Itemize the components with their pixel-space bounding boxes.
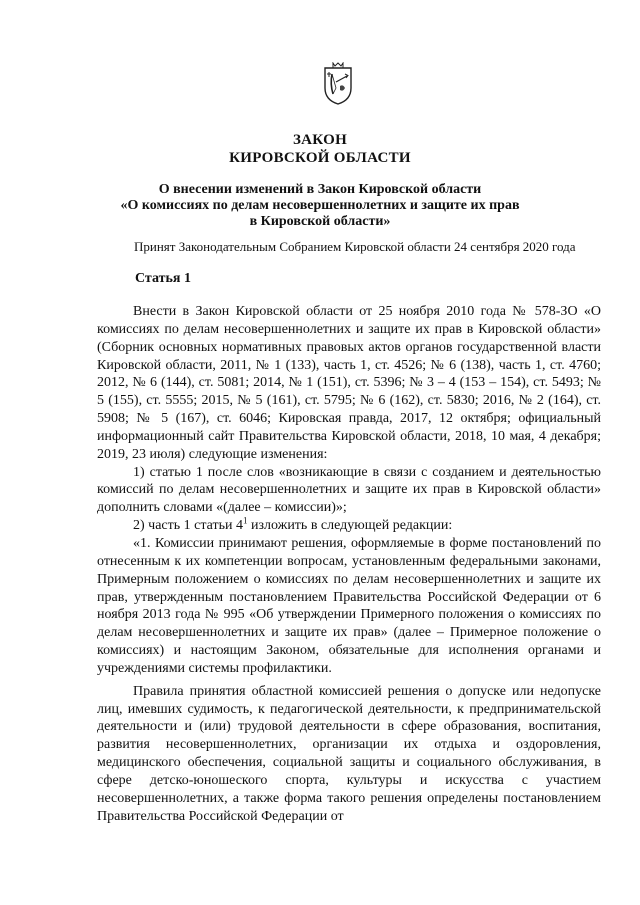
adoption-note: Принят Законодательным Собранием Кировской области 24 сентября 2020 года [134, 239, 576, 254]
item-2-text-start: 2) часть 1 статьи 4 [133, 518, 243, 534]
article-body [97, 303, 601, 825]
article-heading: Статья 1 [135, 271, 191, 286]
item-2-text-end: изложить в следующей редакции: [247, 518, 453, 534]
item-1-text: 1) статью 1 после слов «возникающие в связи с созданием и деятельностью комиссий по делам несовершеннолетних и защите их прав в Кировской области» дополнить словами «(далее – комиссии)»; [97, 464, 601, 516]
law-subtitle-line3: в Кировской области» [249, 214, 391, 229]
region-title: КИРОВСКОЙ ОБЛАСТИ [229, 150, 411, 166]
paragraph-rules: Правила принятия областной комиссией решения о допуске или недопуске лиц, имевших судимость, к педагогической деятельности, к предпринимательской деятельности и (или) трудовой деятельности в сфере образования, воспитания, развития несовершеннолетних, организации их отдыха и оздоровления, медицинского обеспечения, социальной защиты и социального обслуживания, в сфере детско-юношеского спорта, культуры и искусства с участием несовершеннолетних, а также форма такого решения определены постановлением Правительства Российской Федерации от [97, 683, 601, 824]
paragraph-item-1 [97, 464, 601, 518]
law-subtitle-line1: О внесении изменений в Закон Кировской области [158, 182, 482, 197]
paragraph-new-part-1: «1. Комиссии принимают решения, оформляемые в форме постановлений по отнесенным к их компетенции вопросам, установленным федеральными законами, Примерным положением о комиссиях по делам несовершеннолетних и защите их прав, утвержденным постановлением Правительства Российской Федерации от 6 ноября 2013 года № 995 «Об утверждении Примерного положения о комиссиях по делам несовершеннолетних и защите их прав» (далее – Примерное положение о комиссиях) и настоящим Законом, обязательные для исполнения органами и учреждениями системы профилактики. [97, 535, 601, 676]
article-superscript: 1 [242, 515, 248, 526]
law-subtitle-line2: «О комиссиях по делам несовершеннолетних и защите их прав [120, 198, 520, 213]
paragraph-item-2 [97, 517, 601, 535]
coat-of-arms-icon [323, 62, 353, 106]
law-title: ЗАКОН [292, 132, 348, 148]
paragraph-amendment-intro: Внести в Закон Кировской области от 25 ноября 2010 года № 578-ЗО «О комиссиях по делам несовершеннолетних и защите их прав в Кировской области» (Сборник основных нормативных правовых актов органов государственной власти Кировской области, 2011, № 1 (133), часть 1, ст. 4526; № 6 (138), часть 1, ст. 4760; 2012, № 6 (144), ст. 5081; 2014, № 1 (151), ст. 5396; № 3 – 4 (153 – 154), ст. 5493; № 5 (155), ст. 5555; 2015, № 5 (161), ст. 5795; № 6 (162), ст. 5830; 2016, № 2 (164), ст. 5908; № 5 (167), ст. 6046; Кировская правда, 2017, 12 октября; официальный информационный сайт Правительства Кировской области, 2018, 10 мая, 4 декабря; 2019, 23 июля) следующие изменения: [97, 304, 601, 462]
